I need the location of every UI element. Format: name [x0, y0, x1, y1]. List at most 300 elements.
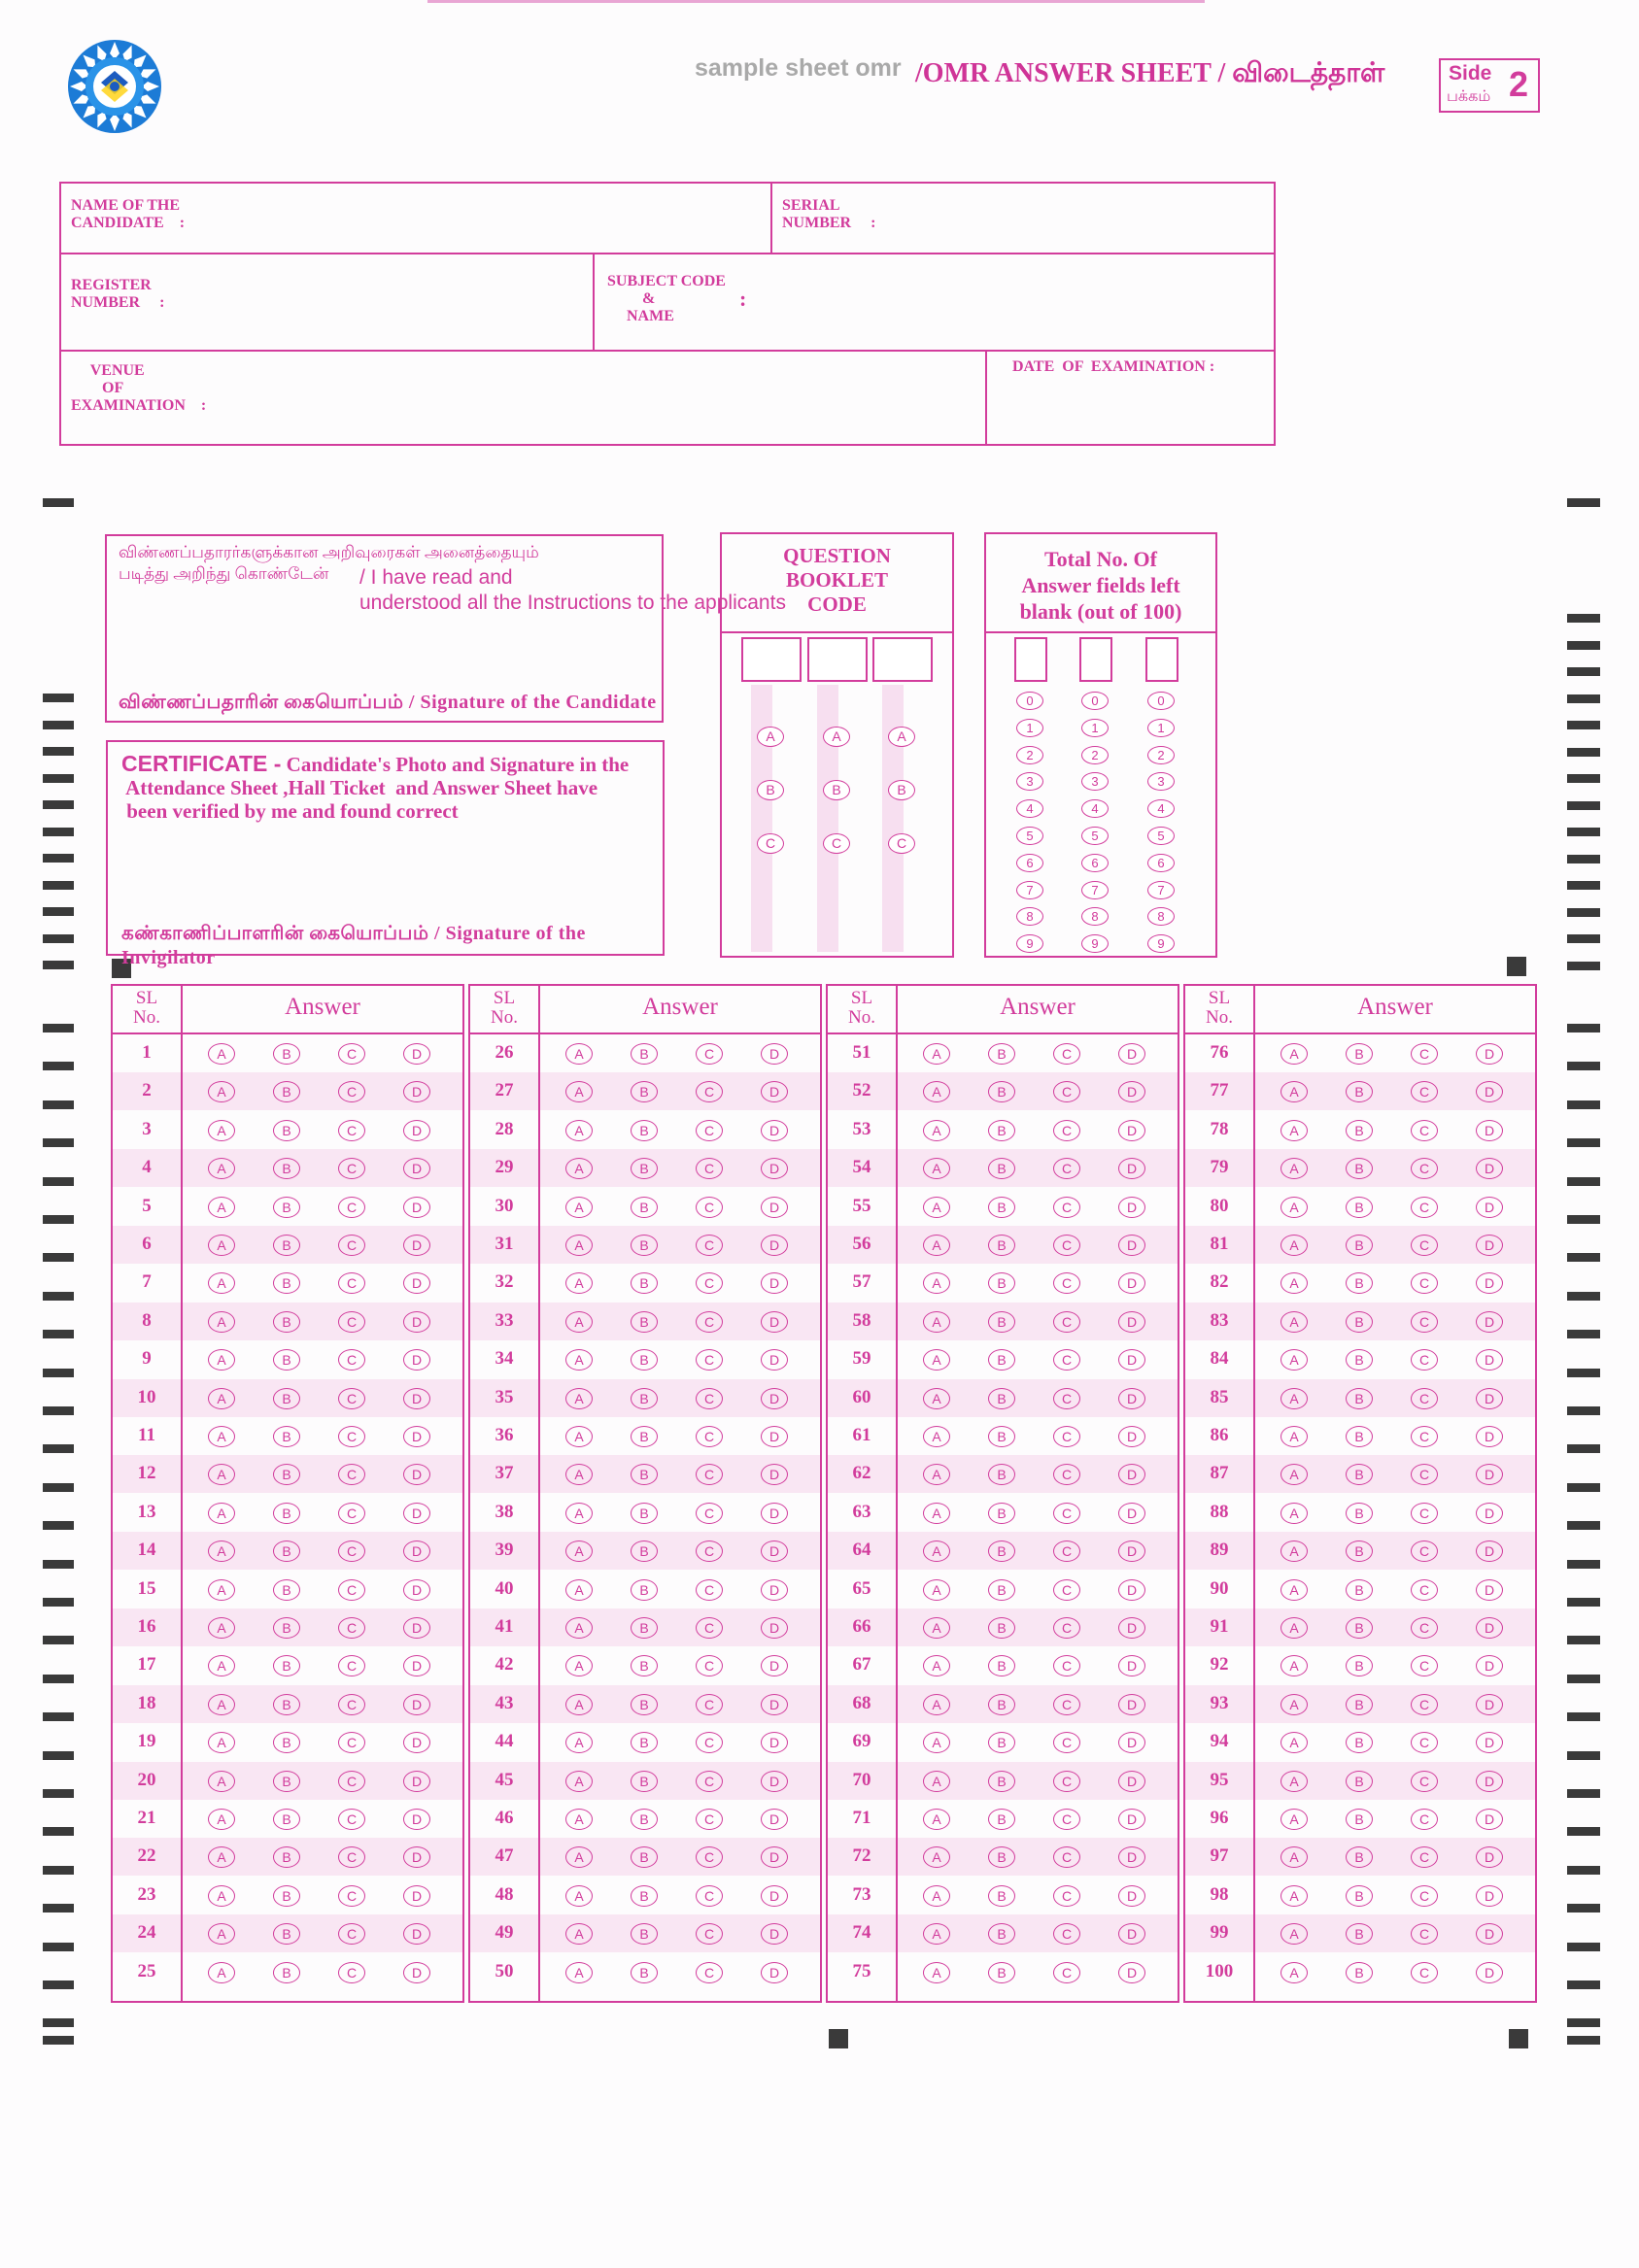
answer-bubble-a[interactable]: A — [208, 1235, 235, 1256]
answer-bubble-d[interactable]: D — [1476, 1158, 1503, 1179]
answer-bubble-d[interactable]: D — [1476, 1694, 1503, 1715]
answer-bubble-c[interactable]: C — [338, 1272, 365, 1294]
answer-bubble-c[interactable]: C — [1053, 1464, 1080, 1485]
digit-bubble-7[interactable]: 7 — [1147, 881, 1175, 899]
answer-bubble-d[interactable]: D — [1476, 1081, 1503, 1102]
answer-bubble-b[interactable]: B — [988, 1349, 1015, 1371]
answer-bubble-d[interactable]: D — [403, 1464, 430, 1485]
answer-bubble-c[interactable]: C — [1411, 1388, 1438, 1409]
answer-bubble-c[interactable]: C — [696, 1043, 723, 1065]
answer-bubble-a[interactable]: A — [923, 1503, 950, 1524]
answer-bubble-a[interactable]: A — [923, 1962, 950, 1983]
answer-bubble-a[interactable]: A — [208, 1655, 235, 1676]
answer-bubble-b[interactable]: B — [631, 1311, 658, 1333]
answer-bubble-a[interactable]: A — [1280, 1732, 1308, 1753]
answer-bubble-a[interactable]: A — [565, 1655, 593, 1676]
answer-bubble-a[interactable]: A — [923, 1043, 950, 1065]
answer-bubble-d[interactable]: D — [1118, 1388, 1145, 1409]
answer-bubble-c[interactable]: C — [338, 1464, 365, 1485]
answer-bubble-b[interactable]: B — [273, 1388, 300, 1409]
answer-bubble-b[interactable]: B — [273, 1885, 300, 1907]
answer-bubble-b[interactable]: B — [273, 1923, 300, 1945]
answer-bubble-b[interactable]: B — [1346, 1962, 1373, 1983]
answer-bubble-c[interactable]: C — [1411, 1694, 1438, 1715]
answer-bubble-d[interactable]: D — [403, 1197, 430, 1218]
answer-bubble-d[interactable]: D — [1118, 1732, 1145, 1753]
answer-bubble-a[interactable]: A — [1280, 1694, 1308, 1715]
answer-bubble-b[interactable]: B — [1346, 1311, 1373, 1333]
answer-bubble-a[interactable]: A — [565, 1426, 593, 1447]
answer-bubble-d[interactable]: D — [761, 1120, 788, 1141]
answer-bubble-c[interactable]: C — [338, 1311, 365, 1333]
answer-bubble-a[interactable]: A — [1280, 1540, 1308, 1562]
answer-bubble-c[interactable]: C — [338, 1809, 365, 1830]
answer-bubble-b[interactable]: B — [988, 1388, 1015, 1409]
answer-bubble-d[interactable]: D — [1476, 1846, 1503, 1868]
answer-bubble-d[interactable]: D — [761, 1540, 788, 1562]
answer-bubble-b[interactable]: B — [273, 1197, 300, 1218]
answer-bubble-d[interactable]: D — [403, 1043, 430, 1065]
answer-bubble-c[interactable]: C — [696, 1197, 723, 1218]
answer-bubble-a[interactable]: A — [923, 1235, 950, 1256]
answer-bubble-a[interactable]: A — [1280, 1197, 1308, 1218]
answer-bubble-c[interactable]: C — [338, 1158, 365, 1179]
answer-bubble-b[interactable]: B — [273, 1771, 300, 1792]
answer-bubble-b[interactable]: B — [988, 1732, 1015, 1753]
answer-bubble-b[interactable]: B — [988, 1694, 1015, 1715]
answer-bubble-b[interactable]: B — [988, 1846, 1015, 1868]
invigilator-signature-line[interactable]: கண்காணிப்பாளரின் கையொப்பம் / Signature of the Invigilator — [121, 923, 586, 968]
answer-bubble-d[interactable]: D — [403, 1272, 430, 1294]
answer-bubble-a[interactable]: A — [1280, 1158, 1308, 1179]
answer-bubble-d[interactable]: D — [1118, 1158, 1145, 1179]
answer-bubble-c[interactable]: C — [696, 1694, 723, 1715]
answer-bubble-a[interactable]: A — [1280, 1464, 1308, 1485]
answer-bubble-c[interactable]: C — [696, 1388, 723, 1409]
answer-bubble-c[interactable]: C — [338, 1197, 365, 1218]
answer-bubble-d[interactable]: D — [1118, 1846, 1145, 1868]
digit-bubble-5[interactable]: 5 — [1081, 827, 1109, 845]
answer-bubble-d[interactable]: D — [761, 1197, 788, 1218]
answer-bubble-b[interactable]: B — [631, 1120, 658, 1141]
answer-bubble-a[interactable]: A — [923, 1732, 950, 1753]
digit-bubble-2[interactable]: 2 — [1147, 746, 1175, 764]
answer-bubble-b[interactable]: B — [988, 1464, 1015, 1485]
answer-bubble-c[interactable]: C — [1411, 1923, 1438, 1945]
answer-bubble-d[interactable]: D — [1476, 1655, 1503, 1676]
answer-bubble-d[interactable]: D — [403, 1349, 430, 1371]
answer-bubble-a[interactable]: A — [208, 1809, 235, 1830]
answer-bubble-a[interactable]: A — [208, 1081, 235, 1102]
answer-bubble-b[interactable]: B — [631, 1197, 658, 1218]
answer-bubble-c[interactable]: C — [1053, 1732, 1080, 1753]
answer-bubble-d[interactable]: D — [761, 1771, 788, 1792]
answer-bubble-b[interactable]: B — [273, 1846, 300, 1868]
answer-bubble-a[interactable]: A — [565, 1923, 593, 1945]
answer-bubble-d[interactable]: D — [1476, 1272, 1503, 1294]
answer-bubble-d[interactable]: D — [1118, 1272, 1145, 1294]
answer-bubble-b[interactable]: B — [988, 1311, 1015, 1333]
answer-bubble-b[interactable]: B — [273, 1464, 300, 1485]
serial-number-field[interactable]: SERIAL NUMBER : — [782, 197, 876, 231]
answer-bubble-d[interactable]: D — [1118, 1771, 1145, 1792]
digit-bubble-6[interactable]: 6 — [1081, 854, 1109, 872]
answer-bubble-d[interactable]: D — [1476, 1464, 1503, 1485]
answer-bubble-a[interactable]: A — [208, 1771, 235, 1792]
booklet-code-bubble-a[interactable]: A — [888, 727, 915, 747]
answer-bubble-c[interactable]: C — [1053, 1694, 1080, 1715]
answer-bubble-a[interactable]: A — [1280, 1923, 1308, 1945]
answer-bubble-a[interactable]: A — [1280, 1349, 1308, 1371]
subject-code-field[interactable]: SUBJECT CODE & NAME — [607, 273, 726, 324]
answer-bubble-c[interactable]: C — [1411, 1120, 1438, 1141]
answer-bubble-d[interactable]: D — [761, 1503, 788, 1524]
answer-bubble-c[interactable]: C — [696, 1809, 723, 1830]
answer-bubble-d[interactable]: D — [1118, 1655, 1145, 1676]
answer-bubble-b[interactable]: B — [1346, 1923, 1373, 1945]
answer-bubble-a[interactable]: A — [923, 1540, 950, 1562]
answer-bubble-c[interactable]: C — [1053, 1426, 1080, 1447]
answer-bubble-c[interactable]: C — [338, 1771, 365, 1792]
answer-bubble-b[interactable]: B — [988, 1617, 1015, 1639]
answer-bubble-a[interactable]: A — [208, 1120, 235, 1141]
digit-bubble-5[interactable]: 5 — [1016, 827, 1043, 845]
answer-bubble-b[interactable]: B — [631, 1540, 658, 1562]
answer-bubble-a[interactable]: A — [1280, 1311, 1308, 1333]
answer-bubble-b[interactable]: B — [1346, 1235, 1373, 1256]
answer-bubble-d[interactable]: D — [761, 1388, 788, 1409]
answer-bubble-c[interactable]: C — [1053, 1388, 1080, 1409]
answer-bubble-a[interactable]: A — [1280, 1771, 1308, 1792]
answer-bubble-b[interactable]: B — [988, 1081, 1015, 1102]
answer-bubble-a[interactable]: A — [208, 1349, 235, 1371]
answer-bubble-c[interactable]: C — [338, 1923, 365, 1945]
answer-bubble-c[interactable]: C — [696, 1158, 723, 1179]
answer-bubble-d[interactable]: D — [403, 1923, 430, 1945]
answer-bubble-c[interactable]: C — [1053, 1311, 1080, 1333]
answer-bubble-c[interactable]: C — [1411, 1540, 1438, 1562]
answer-bubble-c[interactable]: C — [1053, 1158, 1080, 1179]
answer-bubble-c[interactable]: C — [1053, 1197, 1080, 1218]
answer-bubble-c[interactable]: C — [338, 1885, 365, 1907]
answer-bubble-b[interactable]: B — [988, 1771, 1015, 1792]
answer-bubble-b[interactable]: B — [1346, 1694, 1373, 1715]
answer-bubble-c[interactable]: C — [338, 1043, 365, 1065]
answer-bubble-c[interactable]: C — [338, 1503, 365, 1524]
answer-bubble-c[interactable]: C — [338, 1081, 365, 1102]
answer-bubble-c[interactable]: C — [338, 1120, 365, 1141]
digit-bubble-4[interactable]: 4 — [1147, 799, 1175, 818]
answer-bubble-b[interactable]: B — [631, 1464, 658, 1485]
answer-bubble-a[interactable]: A — [1280, 1426, 1308, 1447]
answer-bubble-d[interactable]: D — [761, 1809, 788, 1830]
answer-bubble-a[interactable]: A — [923, 1885, 950, 1907]
answer-bubble-b[interactable]: B — [988, 1503, 1015, 1524]
answer-bubble-d[interactable]: D — [1118, 1617, 1145, 1639]
blank-count-write-box[interactable] — [1079, 637, 1112, 682]
answer-bubble-a[interactable]: A — [923, 1655, 950, 1676]
answer-bubble-d[interactable]: D — [1118, 1081, 1145, 1102]
answer-bubble-c[interactable]: C — [1053, 1809, 1080, 1830]
answer-bubble-b[interactable]: B — [988, 1043, 1015, 1065]
digit-bubble-5[interactable]: 5 — [1147, 827, 1175, 845]
answer-bubble-a[interactable]: A — [208, 1694, 235, 1715]
answer-bubble-a[interactable]: A — [923, 1426, 950, 1447]
answer-bubble-b[interactable]: B — [631, 1655, 658, 1676]
answer-bubble-c[interactable]: C — [1411, 1158, 1438, 1179]
booklet-code-write-box[interactable] — [741, 637, 802, 682]
answer-bubble-d[interactable]: D — [761, 1579, 788, 1601]
blank-count-write-box[interactable] — [1014, 637, 1047, 682]
answer-bubble-b[interactable]: B — [273, 1962, 300, 1983]
answer-bubble-a[interactable]: A — [1280, 1617, 1308, 1639]
answer-bubble-a[interactable]: A — [565, 1503, 593, 1524]
answer-bubble-d[interactable]: D — [1476, 1923, 1503, 1945]
answer-bubble-a[interactable]: A — [565, 1388, 593, 1409]
answer-bubble-c[interactable]: C — [1411, 1197, 1438, 1218]
answer-bubble-b[interactable]: B — [631, 1923, 658, 1945]
answer-bubble-d[interactable]: D — [1476, 1540, 1503, 1562]
answer-bubble-d[interactable]: D — [761, 1043, 788, 1065]
answer-bubble-b[interactable]: B — [273, 1655, 300, 1676]
answer-bubble-b[interactable]: B — [1346, 1540, 1373, 1562]
digit-bubble-8[interactable]: 8 — [1147, 907, 1175, 926]
answer-bubble-a[interactable]: A — [923, 1464, 950, 1485]
answer-bubble-c[interactable]: C — [696, 1655, 723, 1676]
answer-bubble-c[interactable]: C — [696, 1311, 723, 1333]
answer-bubble-c[interactable]: C — [1411, 1081, 1438, 1102]
answer-bubble-d[interactable]: D — [761, 1694, 788, 1715]
answer-bubble-b[interactable]: B — [1346, 1771, 1373, 1792]
answer-bubble-c[interactable]: C — [1053, 1962, 1080, 1983]
answer-bubble-d[interactable]: D — [1476, 1235, 1503, 1256]
answer-bubble-b[interactable]: B — [273, 1426, 300, 1447]
answer-bubble-d[interactable]: D — [1476, 1771, 1503, 1792]
answer-bubble-b[interactable]: B — [273, 1158, 300, 1179]
answer-bubble-a[interactable]: A — [565, 1846, 593, 1868]
answer-bubble-d[interactable]: D — [1476, 1885, 1503, 1907]
answer-bubble-c[interactable]: C — [1053, 1655, 1080, 1676]
answer-bubble-c[interactable]: C — [1053, 1349, 1080, 1371]
answer-bubble-c[interactable]: C — [696, 1617, 723, 1639]
answer-bubble-a[interactable]: A — [565, 1311, 593, 1333]
answer-bubble-a[interactable]: A — [923, 1120, 950, 1141]
booklet-code-bubble-c[interactable]: C — [888, 833, 915, 854]
answer-bubble-b[interactable]: B — [631, 1694, 658, 1715]
answer-bubble-b[interactable]: B — [631, 1771, 658, 1792]
digit-bubble-6[interactable]: 6 — [1147, 854, 1175, 872]
answer-bubble-c[interactable]: C — [338, 1694, 365, 1715]
answer-bubble-a[interactable]: A — [565, 1540, 593, 1562]
answer-bubble-c[interactable]: C — [338, 1579, 365, 1601]
answer-bubble-d[interactable]: D — [1476, 1617, 1503, 1639]
answer-bubble-d[interactable]: D — [761, 1464, 788, 1485]
answer-bubble-b[interactable]: B — [631, 1732, 658, 1753]
answer-bubble-d[interactable]: D — [1476, 1732, 1503, 1753]
answer-bubble-d[interactable]: D — [403, 1846, 430, 1868]
answer-bubble-d[interactable]: D — [761, 1426, 788, 1447]
candidate-name-field[interactable]: NAME OF THE CANDIDATE : — [71, 197, 186, 231]
answer-bubble-a[interactable]: A — [208, 1962, 235, 1983]
answer-bubble-b[interactable]: B — [273, 1503, 300, 1524]
digit-bubble-2[interactable]: 2 — [1081, 746, 1109, 764]
answer-bubble-a[interactable]: A — [1280, 1272, 1308, 1294]
answer-bubble-d[interactable]: D — [761, 1885, 788, 1907]
answer-bubble-a[interactable]: A — [923, 1388, 950, 1409]
answer-bubble-b[interactable]: B — [988, 1272, 1015, 1294]
answer-bubble-a[interactable]: A — [565, 1272, 593, 1294]
answer-bubble-c[interactable]: C — [1053, 1503, 1080, 1524]
answer-bubble-a[interactable]: A — [1280, 1503, 1308, 1524]
answer-bubble-a[interactable]: A — [208, 1885, 235, 1907]
answer-bubble-a[interactable]: A — [565, 1158, 593, 1179]
answer-bubble-d[interactable]: D — [1118, 1426, 1145, 1447]
answer-bubble-d[interactable]: D — [1118, 1235, 1145, 1256]
answer-bubble-b[interactable]: B — [1346, 1809, 1373, 1830]
digit-bubble-3[interactable]: 3 — [1081, 772, 1109, 791]
answer-bubble-c[interactable]: C — [338, 1617, 365, 1639]
answer-bubble-d[interactable]: D — [403, 1158, 430, 1179]
answer-bubble-a[interactable]: A — [208, 1426, 235, 1447]
answer-bubble-a[interactable]: A — [208, 1579, 235, 1601]
answer-bubble-c[interactable]: C — [1053, 1235, 1080, 1256]
answer-bubble-c[interactable]: C — [1053, 1540, 1080, 1562]
digit-bubble-4[interactable]: 4 — [1016, 799, 1043, 818]
answer-bubble-c[interactable]: C — [1411, 1503, 1438, 1524]
answer-bubble-d[interactable]: D — [761, 1962, 788, 1983]
answer-bubble-a[interactable]: A — [923, 1694, 950, 1715]
answer-bubble-b[interactable]: B — [631, 1426, 658, 1447]
answer-bubble-c[interactable]: C — [1411, 1235, 1438, 1256]
booklet-code-bubble-a[interactable]: A — [757, 727, 784, 747]
answer-bubble-a[interactable]: A — [565, 1809, 593, 1830]
answer-bubble-a[interactable]: A — [923, 1617, 950, 1639]
answer-bubble-b[interactable]: B — [273, 1809, 300, 1830]
answer-bubble-b[interactable]: B — [988, 1923, 1015, 1945]
answer-bubble-d[interactable]: D — [403, 1617, 430, 1639]
answer-bubble-b[interactable]: B — [631, 1503, 658, 1524]
answer-bubble-d[interactable]: D — [1476, 1503, 1503, 1524]
answer-bubble-a[interactable]: A — [565, 1120, 593, 1141]
answer-bubble-a[interactable]: A — [1280, 1120, 1308, 1141]
answer-bubble-b[interactable]: B — [631, 1235, 658, 1256]
digit-bubble-9[interactable]: 9 — [1016, 934, 1043, 953]
answer-bubble-b[interactable]: B — [273, 1579, 300, 1601]
answer-bubble-c[interactable]: C — [338, 1655, 365, 1676]
answer-bubble-b[interactable]: B — [1346, 1120, 1373, 1141]
answer-bubble-a[interactable]: A — [1280, 1809, 1308, 1830]
answer-bubble-a[interactable]: A — [565, 1694, 593, 1715]
answer-bubble-c[interactable]: C — [696, 1579, 723, 1601]
answer-bubble-d[interactable]: D — [403, 1579, 430, 1601]
answer-bubble-d[interactable]: D — [761, 1846, 788, 1868]
answer-bubble-b[interactable]: B — [1346, 1503, 1373, 1524]
answer-bubble-b[interactable]: B — [273, 1043, 300, 1065]
answer-bubble-c[interactable]: C — [338, 1388, 365, 1409]
answer-bubble-b[interactable]: B — [631, 1885, 658, 1907]
answer-bubble-c[interactable]: C — [696, 1885, 723, 1907]
answer-bubble-d[interactable]: D — [761, 1272, 788, 1294]
digit-bubble-3[interactable]: 3 — [1016, 772, 1043, 791]
answer-bubble-d[interactable]: D — [403, 1388, 430, 1409]
answer-bubble-c[interactable]: C — [338, 1962, 365, 1983]
answer-bubble-d[interactable]: D — [1118, 1579, 1145, 1601]
booklet-code-bubble-b[interactable]: B — [757, 780, 784, 800]
digit-bubble-0[interactable]: 0 — [1016, 692, 1043, 710]
answer-bubble-b[interactable]: B — [273, 1349, 300, 1371]
answer-bubble-d[interactable]: D — [1118, 1885, 1145, 1907]
answer-bubble-d[interactable]: D — [1476, 1426, 1503, 1447]
answer-bubble-b[interactable]: B — [988, 1809, 1015, 1830]
answer-bubble-b[interactable]: B — [1346, 1464, 1373, 1485]
answer-bubble-a[interactable]: A — [208, 1923, 235, 1945]
answer-bubble-d[interactable]: D — [1476, 1197, 1503, 1218]
booklet-code-bubble-a[interactable]: A — [823, 727, 850, 747]
answer-bubble-a[interactable]: A — [565, 1771, 593, 1792]
answer-bubble-b[interactable]: B — [631, 1846, 658, 1868]
digit-bubble-1[interactable]: 1 — [1081, 719, 1109, 737]
answer-bubble-d[interactable]: D — [1118, 1349, 1145, 1371]
answer-bubble-c[interactable]: C — [338, 1846, 365, 1868]
answer-bubble-c[interactable]: C — [696, 1732, 723, 1753]
answer-bubble-d[interactable]: D — [403, 1426, 430, 1447]
answer-bubble-b[interactable]: B — [631, 1962, 658, 1983]
answer-bubble-d[interactable]: D — [1118, 1923, 1145, 1945]
answer-bubble-d[interactable]: D — [761, 1732, 788, 1753]
answer-bubble-d[interactable]: D — [761, 1235, 788, 1256]
digit-bubble-9[interactable]: 9 — [1147, 934, 1175, 953]
answer-bubble-a[interactable]: A — [923, 1809, 950, 1830]
answer-bubble-a[interactable]: A — [923, 1349, 950, 1371]
answer-bubble-d[interactable]: D — [761, 1311, 788, 1333]
answer-bubble-a[interactable]: A — [565, 1885, 593, 1907]
answer-bubble-b[interactable]: B — [631, 1081, 658, 1102]
answer-bubble-d[interactable]: D — [403, 1655, 430, 1676]
answer-bubble-c[interactable]: C — [1411, 1885, 1438, 1907]
digit-bubble-7[interactable]: 7 — [1016, 881, 1043, 899]
booklet-code-write-box[interactable] — [807, 637, 868, 682]
answer-bubble-a[interactable]: A — [208, 1540, 235, 1562]
answer-bubble-c[interactable]: C — [338, 1235, 365, 1256]
answer-bubble-b[interactable]: B — [988, 1962, 1015, 1983]
answer-bubble-c[interactable]: C — [1053, 1846, 1080, 1868]
answer-bubble-d[interactable]: D — [1118, 1962, 1145, 1983]
booklet-code-bubble-c[interactable]: C — [757, 833, 784, 854]
digit-bubble-0[interactable]: 0 — [1147, 692, 1175, 710]
answer-bubble-a[interactable]: A — [565, 1579, 593, 1601]
answer-bubble-b[interactable]: B — [1346, 1197, 1373, 1218]
answer-bubble-a[interactable]: A — [923, 1846, 950, 1868]
answer-bubble-d[interactable]: D — [761, 1617, 788, 1639]
answer-bubble-a[interactable]: A — [1280, 1081, 1308, 1102]
answer-bubble-a[interactable]: A — [565, 1043, 593, 1065]
answer-bubble-d[interactable]: D — [1476, 1809, 1503, 1830]
answer-bubble-c[interactable]: C — [1411, 1579, 1438, 1601]
answer-bubble-b[interactable]: B — [273, 1272, 300, 1294]
answer-bubble-d[interactable]: D — [403, 1885, 430, 1907]
booklet-code-bubble-c[interactable]: C — [823, 833, 850, 854]
answer-bubble-b[interactable]: B — [1346, 1349, 1373, 1371]
answer-bubble-a[interactable]: A — [565, 1081, 593, 1102]
answer-bubble-b[interactable]: B — [988, 1158, 1015, 1179]
answer-bubble-d[interactable]: D — [1118, 1694, 1145, 1715]
answer-bubble-d[interactable]: D — [761, 1349, 788, 1371]
answer-bubble-c[interactable]: C — [696, 1503, 723, 1524]
answer-bubble-c[interactable]: C — [1411, 1043, 1438, 1065]
digit-bubble-2[interactable]: 2 — [1016, 746, 1043, 764]
answer-bubble-b[interactable]: B — [273, 1694, 300, 1715]
digit-bubble-6[interactable]: 6 — [1016, 854, 1043, 872]
